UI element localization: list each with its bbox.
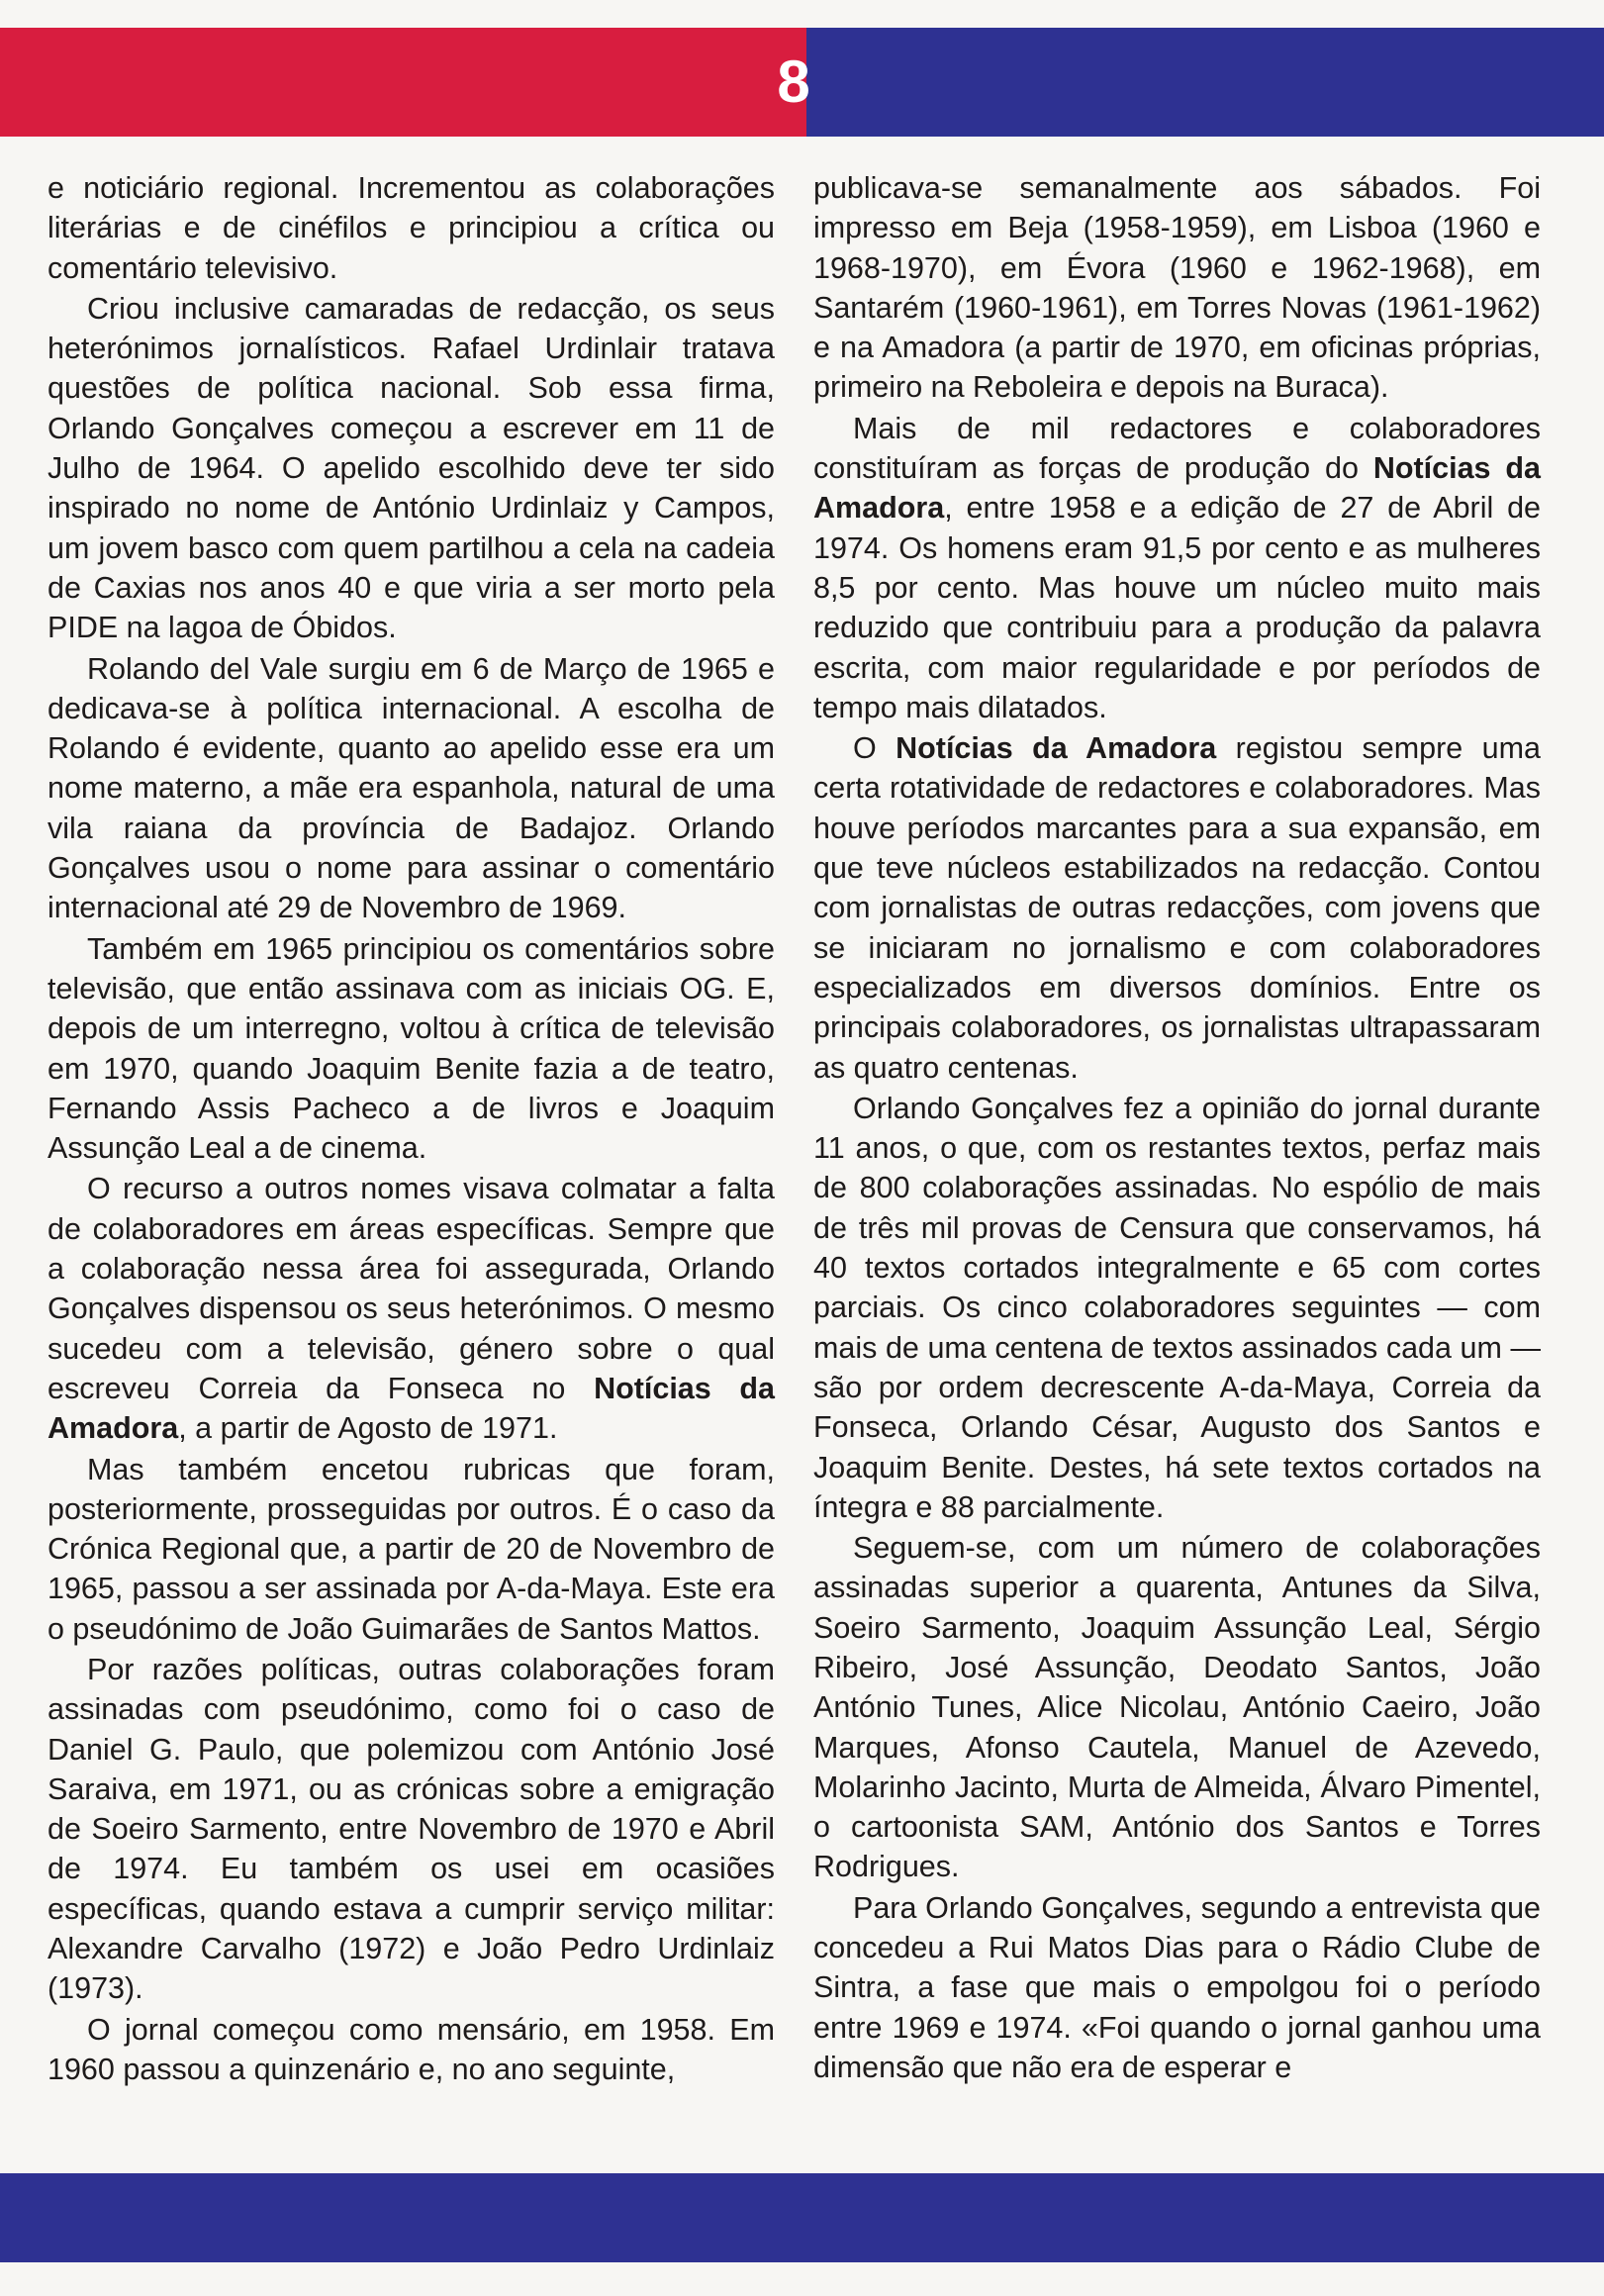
paragraph: Mas também encetou rubricas que foram, posteriormente, prosseguidas por outros. É o caso da Crónica Regional que, a partir de 20 de Novembro de 1965, passou a ser assinada por A-da-Maya. Este era o pseudónimo de João Guimarães de Santos Mattos. bbox=[47, 1452, 775, 1646]
paragraph-text: Mais de mil redactores e colaboradores constituíram as forças de produção do bbox=[813, 411, 1541, 486]
paragraph: Para Orlando Gonçalves, segundo a entrevista que concedeu a Rui Matos Dias para o Rádio Clube de Sintra, a fase que mais o empolgou foi o período entre 1969 e 1974. «Foi quando o jornal ganhou uma dimensão que não era de esperar e bbox=[813, 1890, 1541, 2084]
paragraph: Seguem-se, com um número de colaborações assinadas superior a quarenta, Antunes da Silva, Soeiro Sarmento, Joaquim Assunção Leal, Sérgio Ribeiro, José Assunção, Deodato Santos, João António Tunes, Alice Nicolau, António Caeiro, João Marques, Afonso Cautela, Manuel de Azevedo, Molarinho Jacinto, Murta de Almeida, Álvaro Pimentel, o cartoonista SAM, António dos Santos e Torres Rodrigues. bbox=[813, 1531, 1541, 1884]
paragraph-text: O recurso a outros nomes visava colmatar a falta de colaboradores em áreas específicas. Sempre que a colaboração nessa área foi assegurada, Orlando Gonçalves dispensou os seus heterónimos. O mesmo sucedeu com a televisão, género sobre o qual escreveu Correia da Fonseca no bbox=[47, 1172, 775, 1405]
newspaper-title: Notícias da Amadora bbox=[813, 451, 1541, 526]
page-number: 8 bbox=[777, 48, 810, 115]
paragraph bbox=[47, 1169, 775, 1448]
header-blue-stripe bbox=[806, 28, 1604, 137]
paragraph: e noticiário regional. Incrementou as colaborações literárias e de cinéfilos e principiou a crítica ou comentário televisivo. bbox=[47, 171, 775, 285]
paragraph: Criou inclusive camaradas de redacção, os seus heterónimos jornalísticos. Rafael Urdinlair tratava questões de política nacional. Sob essa firma, Orlando Gonçalves começou a escrever em 11 de Julho de 1964. O apelido escolhido deve ter sido inspirado no nome de António Urdinlaiz y Campos, um jovem basco com quem partilhou a cela na cadeia de Caxias nos anos 40 e que viria a ser morto pela PIDE na lagoa de Óbidos. bbox=[47, 291, 775, 645]
paragraph bbox=[813, 728, 1541, 1088]
paragraph: Por razões políticas, outras colaborações foram assinadas com pseudónimo, como foi o caso de Daniel G. Paulo, que polemizou com António José Saraiva, em 1971, ou as crónicas sobre a emigração de Soeiro Sarmento, entre Novembro de 1970 e Abril de 1974. Eu também os usei em ocasiões específicas, quando estava a cumprir serviço militar: Alexandre Carvalho (1972) e João Pedro Urdinlaiz (1973). bbox=[47, 1652, 775, 2006]
paragraph-text: O bbox=[853, 731, 896, 766]
paragraph: Orlando Gonçalves fez a opinião do jornal durante 11 anos, o que, com os restantes textos, perfaz mais de 800 colaborações assinadas. No espólio de mais de três mil provas de Censura que conservamos, há 40 textos cortados integralmente e 65 com cortes parciais. Os cinco colaboradores seguintes — com mais de uma centena de textos assinados cada um — são por ordem decrescente A-da-Maya, Correia da Fonseca, Orlando César, Augusto dos Santos e Joaquim Benite. Destes, há sete textos cortados na íntegra e 88 parcialmente. bbox=[813, 1091, 1541, 1524]
paragraph: publicava-se semanalmente aos sábados. Foi impresso em Beja (1958-1959), em Lisboa (1960 e 1968-1970), em Évora (1960 e 1962-1968), em Santarém (1960-1961), em Torres Novas (1961-1962) e na Amadora (a partir de 1970, em oficinas próprias, primeiro na Reboleira e depois na Buraca). bbox=[813, 171, 1541, 405]
newspaper-title: Notícias da Amadora bbox=[896, 731, 1217, 766]
paragraph bbox=[813, 409, 1541, 727]
header-band bbox=[0, 28, 1604, 137]
newspaper-title: Notícias da Amadora bbox=[47, 1371, 775, 1446]
paragraph: Rolando del Vale surgiu em 6 de Março de 1965 e dedicava-se à política internacional. A escolha de Rolando é evidente, quanto ao apelido esse era um nome materno, a mãe era espanhola, natural de uma vila raiana da província de Badajoz. Orlando Gonçalves usou o nome para assinar o comentário internacional até 29 de Novembro de 1969. bbox=[47, 651, 775, 925]
paragraph-text: , entre 1958 e a edição de 27 de Abril de 1974. Os homens eram 91,5 por cento e as mulheres 8,5 por cento. Mas houve um núcleo muito mais reduzido que contribuiu para a produção da palavra escrita, com maior regularidade e por períodos de tempo mais dilatados. bbox=[813, 491, 1541, 724]
paragraph: Também em 1965 principiou os comentários sobre televisão, que então assinava com as iniciais OG. E, depois de um interregno, voltou à crítica de televisão em 1970, quando Joaquim Benite fazia a de teatro, Fernando Assis Pacheco a de livros e Joaquim Assunção Leal a de cinema. bbox=[47, 931, 775, 1166]
footer-band bbox=[0, 2173, 1604, 2262]
paragraph-text: registou sempre uma certa rotatividade de redactores e colaboradores. Mas houve períodos marcantes para a sua expansão, em que teve núcleos estabilizados na redacção. Contou com jornalistas de outras redacções, com jovens que se iniciaram no jornalismo e com colaboradores especializados em diversos domínios. Entre os principais colaboradores, os jornalistas ultrapassaram as quatro centenas. bbox=[813, 731, 1541, 1085]
paragraph-text: , a partir de Agosto de 1971. bbox=[178, 1411, 558, 1446]
paragraph: O jornal começou como mensário, em 1958. Em 1960 passou a quinzenário e, no ano seguinte, bbox=[47, 2012, 775, 2086]
header-red-stripe bbox=[0, 28, 806, 137]
right-column bbox=[813, 168, 1541, 2088]
left-column bbox=[47, 168, 775, 2090]
